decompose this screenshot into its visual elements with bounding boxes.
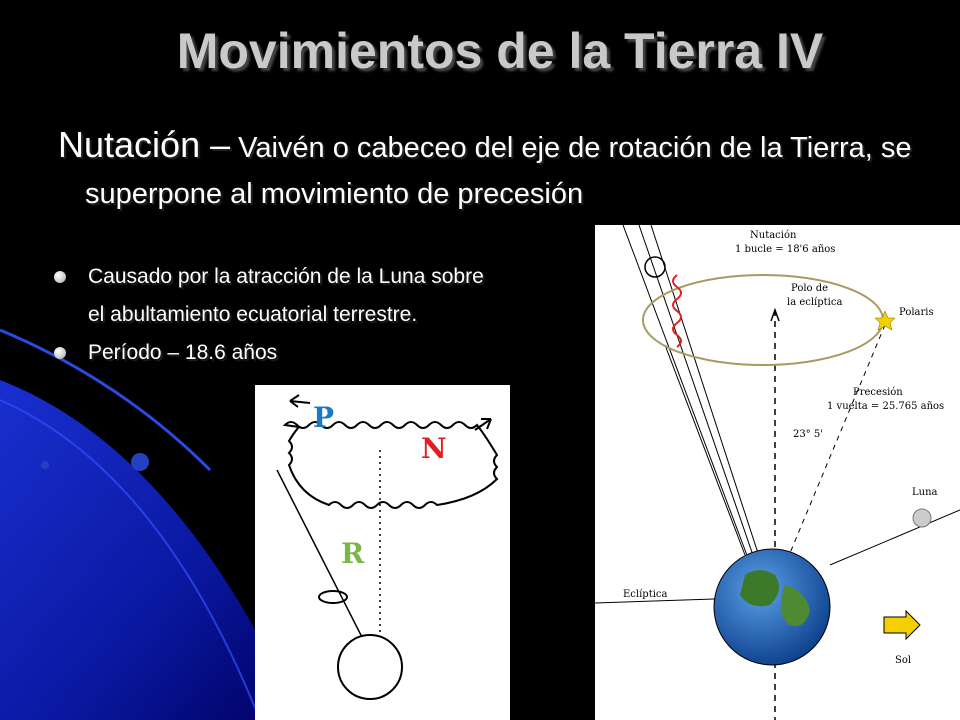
- bullet-icon: [54, 271, 66, 283]
- polaris-label: Polaris: [899, 307, 934, 318]
- nutation-diagram-large: [595, 225, 960, 720]
- earth-circle: [338, 635, 402, 699]
- large-diagram-svg: [595, 225, 960, 720]
- definition-text: Vaivén o cabeceo del eje de rotación de la Tierra, se superpone al movimiento de precesión: [85, 132, 912, 210]
- term-nutacion: Nutación –: [58, 124, 231, 165]
- wavy-ellipse: [285, 422, 497, 508]
- angle-label: 23° 5': [793, 429, 824, 440]
- polo-label-2: la eclíptica: [787, 297, 843, 308]
- luna-label: Luna: [912, 487, 938, 498]
- main-text: [58, 122, 918, 217]
- slide-title: Movimientos de la Tierra IV: [176, 23, 824, 79]
- bullet-item: [54, 334, 484, 372]
- bullet-text: Causado por la atracción de la Luna sobre: [88, 265, 484, 288]
- bullet-continuation: [54, 296, 484, 334]
- precesion-label: Precesión: [853, 387, 903, 398]
- bullet-item: [54, 258, 484, 296]
- bullet-list: [54, 258, 484, 372]
- bullet-text: Período – 18.6 años: [88, 341, 278, 364]
- nutation-definition: [58, 122, 918, 217]
- nutacion-label: Nutación: [750, 230, 797, 241]
- label-n: N: [421, 432, 447, 465]
- ecliptica-label: Eclíptica: [623, 589, 668, 600]
- sol-label: Sol: [895, 655, 912, 666]
- nutacion-value: 1 bucle = 18'6 años: [735, 244, 836, 255]
- bullet-text: el abultamiento ecuatorial terrestre.: [88, 303, 418, 326]
- earth-globe: [714, 549, 830, 665]
- label-r: R: [341, 537, 365, 570]
- nutation-wave: [673, 275, 681, 347]
- bullet-icon: [54, 347, 66, 359]
- small-diagram-svg: [255, 385, 510, 720]
- nutation-diagram-small: [255, 385, 510, 720]
- label-p: P: [313, 401, 335, 434]
- precesion-value: 1 vuelta = 25.765 años: [827, 401, 945, 412]
- polo-label-1: Polo de: [791, 283, 829, 294]
